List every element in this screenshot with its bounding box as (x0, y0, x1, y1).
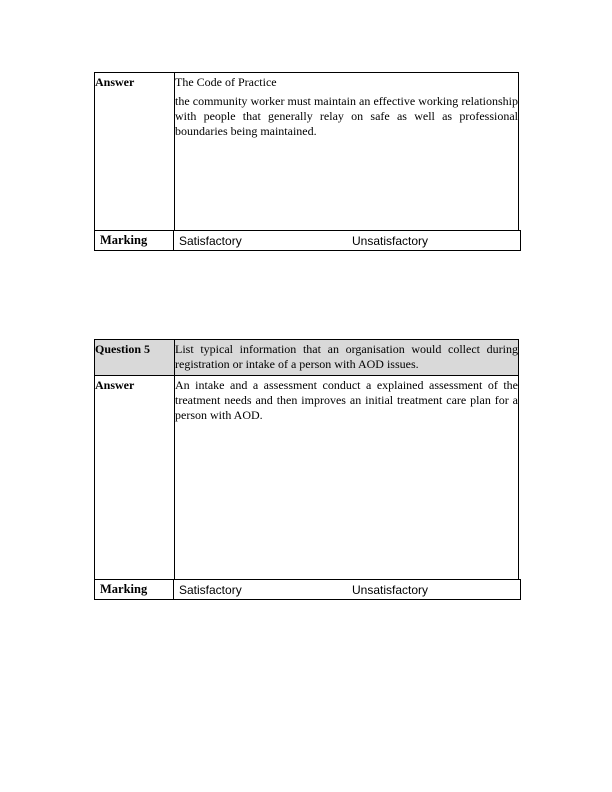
marking-table (94, 230, 521, 251)
marking-options (174, 231, 521, 251)
answer-label: Answer (95, 376, 175, 580)
question-block-5 (94, 339, 519, 600)
question-text: List typical information that an organisation would collect during registration or intake of a person with AOD issues. (175, 340, 519, 376)
marking-label: Marking (95, 231, 174, 251)
answer-text: the community worker must maintain an effective working relationship with people that generally relay on safe as well as professional boundaries being maintained. (175, 94, 518, 138)
unsatisfactory-option[interactable]: Unsatisfactory (352, 582, 429, 597)
marking-label: Marking (95, 580, 174, 600)
answer-cell (175, 73, 519, 231)
unsatisfactory-option[interactable]: Unsatisfactory (352, 233, 429, 248)
answer-label: Answer (95, 73, 175, 231)
satisfactory-option[interactable]: Satisfactory (179, 233, 242, 248)
marking-options (174, 580, 521, 600)
marking-table (94, 579, 521, 600)
answer-row (95, 376, 519, 580)
answer-text: An intake and a assessment conduct a explained assessment of the treatment needs and then improves an initial treatment care plan for a person with AOD. (175, 376, 519, 580)
question-table (94, 339, 519, 580)
answer-block-1 (94, 72, 519, 251)
answer-row (95, 73, 519, 231)
answer-title: The Code of Practice (175, 75, 277, 89)
question-label: Question 5 (95, 340, 175, 376)
question-row (95, 340, 519, 376)
answer-table (94, 72, 519, 231)
satisfactory-option[interactable]: Satisfactory (179, 582, 242, 597)
